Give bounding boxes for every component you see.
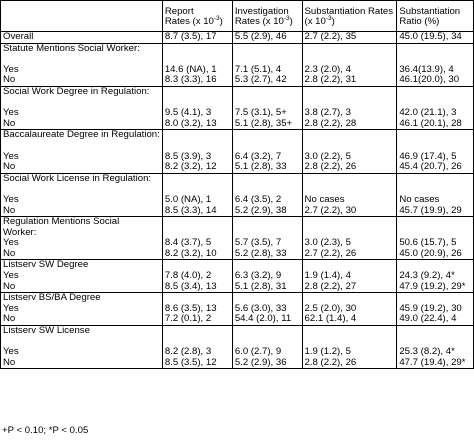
cell-c1: 8.5 (3.5), 12: [162, 358, 232, 369]
cell-c3: [302, 260, 397, 271]
header-superscript: -3: [283, 15, 290, 23]
cell-c4: 47.9 (19.2), 29*: [397, 282, 474, 293]
table-row: [1, 249, 474, 260]
row-label: No: [1, 206, 163, 217]
cell-c2: 7.1 (5.1), 4: [232, 65, 302, 76]
cell-c4: 46.1(20.0), 30: [397, 75, 474, 86]
cell-c1: [162, 326, 232, 337]
row-label: Yes: [1, 238, 163, 249]
cell-c4: 45.4 (20.7), 26: [397, 162, 474, 173]
cell-c4: No cases: [397, 195, 474, 206]
cell-c3: 2.7 (2.2), 26: [302, 249, 397, 260]
cell-c2: [232, 260, 302, 271]
header-line-1: Investigation: [234, 5, 289, 17]
cell-c2: [232, 337, 302, 348]
table-row: [1, 314, 474, 325]
footnote: +P < 0.10; *P < 0.05: [2, 425, 89, 436]
cell-c1: 9.5 (4.1), 3: [162, 108, 232, 119]
cell-c2: [232, 293, 302, 304]
table-row: [1, 86, 474, 97]
table-row: [1, 130, 474, 141]
table-row: [1, 217, 474, 228]
cell-c3: 2.5 (2.0), 30: [302, 304, 397, 315]
row-label: Listserv SW License: [1, 326, 163, 337]
cell-c4: [397, 43, 474, 54]
table-row: [1, 65, 474, 76]
cell-c1: 8.2 (2.8), 3: [162, 347, 232, 358]
cell-c2: [232, 130, 302, 141]
cell-c3: [302, 54, 397, 65]
cell-c1: 8.2 (3.2), 12: [162, 162, 232, 173]
cell-c4: 45.7 (19.9), 29: [397, 206, 474, 217]
cell-c1: [162, 54, 232, 65]
cell-c1: [162, 184, 232, 195]
cell-c3: [302, 141, 397, 152]
row-label: No: [1, 162, 163, 173]
cell-c2: [232, 43, 302, 54]
column-header: [302, 1, 397, 32]
row-label: Yes: [1, 271, 163, 282]
cell-c4: [397, 130, 474, 141]
cell-c3: [302, 293, 397, 304]
cell-c4: [397, 98, 474, 109]
cell-c2: [232, 228, 302, 239]
table-row: [1, 228, 474, 239]
row-label: [1, 184, 163, 195]
table-row: [1, 282, 474, 293]
cell-c3: 3.0 (2.2), 5: [302, 152, 397, 163]
cell-c4: [397, 326, 474, 337]
cell-c2: 5.2 (2.8), 33: [232, 249, 302, 260]
header-line-1: Substantiation: [399, 5, 461, 17]
cell-c1: 8.5 (3.9), 3: [162, 152, 232, 163]
header-line-1: Report: [164, 5, 194, 17]
row-label: No: [1, 119, 163, 130]
table-row: [1, 358, 474, 369]
cell-c2: [232, 184, 302, 195]
cell-c2: [232, 86, 302, 97]
cell-c1: [162, 43, 232, 54]
row-label: No: [1, 282, 163, 293]
cell-c1: 7.8 (4.0), 2: [162, 271, 232, 282]
header-tail: ): [289, 16, 293, 28]
cell-c3: [302, 98, 397, 109]
cell-c1: [162, 217, 232, 228]
row-label: No: [1, 75, 163, 86]
cell-c3: [302, 217, 397, 228]
cell-c1: 8.5 (3.3), 14: [162, 206, 232, 217]
cell-c4: 42.0 (21.1), 3: [397, 108, 474, 119]
cell-c3: 2.8 (2.2), 28: [302, 119, 397, 130]
cell-c2: 5.7 (3.5), 7: [232, 238, 302, 249]
cell-c4: [397, 141, 474, 152]
cell-c3: 1.9 (1.4), 4: [302, 271, 397, 282]
cell-c4: 24.3 (9.2), 4*: [397, 271, 474, 282]
row-label: Overall: [1, 32, 163, 44]
table-row: [1, 337, 474, 348]
cell-c4: 45.9 (19.2), 30: [397, 304, 474, 315]
table-row: [1, 54, 474, 65]
cell-c1: 14.6 (NA), 1: [162, 65, 232, 76]
table-row: [1, 304, 474, 315]
cell-c1: 8.4 (3.7), 5: [162, 238, 232, 249]
cell-c2: 54.4 (2.0), 11: [232, 314, 302, 325]
cell-c3: [302, 130, 397, 141]
cell-c2: [232, 173, 302, 184]
cell-c2: 5.3 (2.7), 42: [232, 75, 302, 86]
row-label: [1, 98, 163, 109]
row-label: Listserv BS/BA Degree: [1, 293, 163, 304]
row-label: Yes: [1, 65, 163, 76]
cell-c1: 8.5 (3.4), 13: [162, 282, 232, 293]
table-row: [1, 184, 474, 195]
header-line-2: Ratio (%): [399, 16, 440, 28]
cell-c3: [302, 228, 397, 239]
cell-c3: 62.1 (1.4), 4: [302, 314, 397, 325]
header-tail: ): [219, 16, 223, 28]
table-row: [1, 293, 474, 304]
cell-c1: 7.2 (0.1), 2: [162, 314, 232, 325]
cell-c2: 6.4 (3.2), 7: [232, 152, 302, 163]
row-label: Yes: [1, 304, 163, 315]
table-row: [1, 108, 474, 119]
row-label: No: [1, 249, 163, 260]
cell-c2: 7.5 (3.1), 5+: [232, 108, 302, 119]
cell-c3: 3.0 (2.3), 5: [302, 238, 397, 249]
row-label: Yes: [1, 108, 163, 119]
table-row: [1, 119, 474, 130]
cell-c3: [302, 173, 397, 184]
row-label: [1, 54, 163, 65]
cell-c4: 45.0 (20.9), 26: [397, 249, 474, 260]
table-row: [1, 271, 474, 282]
cell-c2: 5.5 (2.9), 46: [232, 32, 302, 44]
cell-c3: 2.8 (2.2), 31: [302, 75, 397, 86]
header-line-2: (x 10: [304, 16, 326, 28]
header-row: [1, 1, 474, 32]
cell-c1: [162, 130, 232, 141]
cell-c4: [397, 86, 474, 97]
table-row: [1, 162, 474, 173]
cell-c3: 2.7 (2.2), 35: [302, 32, 397, 44]
cell-c4: 46.9 (17.4), 5: [397, 152, 474, 163]
row-label: [1, 337, 163, 348]
table-row: [1, 152, 474, 163]
column-header: [232, 1, 302, 32]
row-label: [1, 141, 163, 152]
cell-c1: 5.0 (NA), 1: [162, 195, 232, 206]
cell-c1: 8.7 (3.5), 17: [162, 32, 232, 44]
table-body: [1, 1, 474, 369]
column-header: [162, 1, 232, 32]
row-label: No: [1, 314, 163, 325]
cell-c3: [302, 184, 397, 195]
cell-c1: 8.3 (3.3), 16: [162, 75, 232, 86]
cell-c3: 2.8 (2.2), 26: [302, 358, 397, 369]
cell-c2: 5.2 (2.9), 36: [232, 358, 302, 369]
header-line-1: Substantiation Rates: [304, 5, 394, 17]
table-row: [1, 347, 474, 358]
row-label: Statute Mentions Social Worker:: [1, 43, 163, 54]
cell-c2: 6.4 (3.5), 2: [232, 195, 302, 206]
cell-c3: [302, 86, 397, 97]
cell-c1: [162, 141, 232, 152]
cell-c4: [397, 54, 474, 65]
cell-c2: [232, 326, 302, 337]
cell-c1: [162, 337, 232, 348]
row-label: Baccalaureate Degree in Regulation:: [1, 130, 163, 141]
table-row: [1, 98, 474, 109]
cell-c4: [397, 260, 474, 271]
cell-c2: [232, 98, 302, 109]
cell-c4: 25.3 (8.2), 4*: [397, 347, 474, 358]
cell-c4: [397, 228, 474, 239]
cell-c3: 2.3 (2.0), 4: [302, 65, 397, 76]
table-row: [1, 195, 474, 206]
cell-c4: 49.0 (22.4), 4: [397, 314, 474, 325]
cell-c1: [162, 228, 232, 239]
row-label: Regulation Mentions Social: [1, 217, 163, 228]
row-label: Listserv SW Degree: [1, 260, 163, 271]
header-superscript: -3: [325, 15, 332, 23]
header-line-2: Rates (x 10: [164, 16, 214, 28]
cell-c4: 36.4(13.9), 4: [397, 65, 474, 76]
table-row: [1, 326, 474, 337]
cell-c2: [232, 217, 302, 228]
cell-c4: 47.7 (19.4), 29*: [397, 358, 474, 369]
cell-c3: 2.8 (2.2), 26: [302, 162, 397, 173]
cell-c2: 6.0 (2.7), 9: [232, 347, 302, 358]
cell-c2: 5.1 (2.8), 35+: [232, 119, 302, 130]
column-header: [1, 1, 163, 32]
cell-c3: 2.8 (2.2), 27: [302, 282, 397, 293]
cell-c4: [397, 184, 474, 195]
cell-c4: 50.6 (15.7), 5: [397, 238, 474, 249]
cell-c4: [397, 337, 474, 348]
table-row: [1, 75, 474, 86]
row-label: Social Work License in Regulation:: [1, 173, 163, 184]
row-label: Yes: [1, 152, 163, 163]
cell-c2: 5.6 (3.0), 33: [232, 304, 302, 315]
row-label: No: [1, 358, 163, 369]
row-label: Yes: [1, 195, 163, 206]
cell-c2: 5.1 (2.8), 33: [232, 162, 302, 173]
cell-c3: 2.7 (2.2), 30: [302, 206, 397, 217]
cell-c1: [162, 98, 232, 109]
column-header: [397, 1, 474, 32]
header-superscript: -3: [213, 15, 220, 23]
table-row: [1, 206, 474, 217]
cell-c1: [162, 293, 232, 304]
cell-c3: 3.8 (2.7), 3: [302, 108, 397, 119]
cell-c4: 45.0 (19.5), 34: [397, 32, 474, 44]
row-label: Worker:: [1, 228, 163, 239]
cell-c3: 1.9 (1.2), 5: [302, 347, 397, 358]
table-row: [1, 141, 474, 152]
cell-c2: [232, 141, 302, 152]
cell-c3: [302, 326, 397, 337]
cell-c4: [397, 293, 474, 304]
table-row: [1, 260, 474, 271]
cell-c3: [302, 337, 397, 348]
table-row: [1, 32, 474, 44]
cell-c1: 8.6 (3.5), 13: [162, 304, 232, 315]
cell-c1: 8.0 (3.2), 13: [162, 119, 232, 130]
table-row: [1, 173, 474, 184]
cell-c4: [397, 217, 474, 228]
cell-c4: 46.1 (20.1), 28: [397, 119, 474, 130]
row-label: Social Work Degree in Regulation:: [1, 86, 163, 97]
cell-c4: [397, 173, 474, 184]
cell-c1: [162, 173, 232, 184]
cell-c2: 5.1 (2.8), 31: [232, 282, 302, 293]
cell-c2: 6.3 (3.2), 9: [232, 271, 302, 282]
cell-c1: [162, 260, 232, 271]
cell-c2: 5.2 (2.9), 38: [232, 206, 302, 217]
cell-c2: [232, 54, 302, 65]
table-row: [1, 43, 474, 54]
cell-c3: No cases: [302, 195, 397, 206]
row-label: Yes: [1, 347, 163, 358]
table-row: [1, 238, 474, 249]
cell-c3: [302, 43, 397, 54]
header-tail: ): [331, 16, 335, 28]
header-line-2: Rates (x 10: [234, 16, 284, 28]
cell-c1: 8.2 (3.2), 10: [162, 249, 232, 260]
cell-c1: [162, 86, 232, 97]
